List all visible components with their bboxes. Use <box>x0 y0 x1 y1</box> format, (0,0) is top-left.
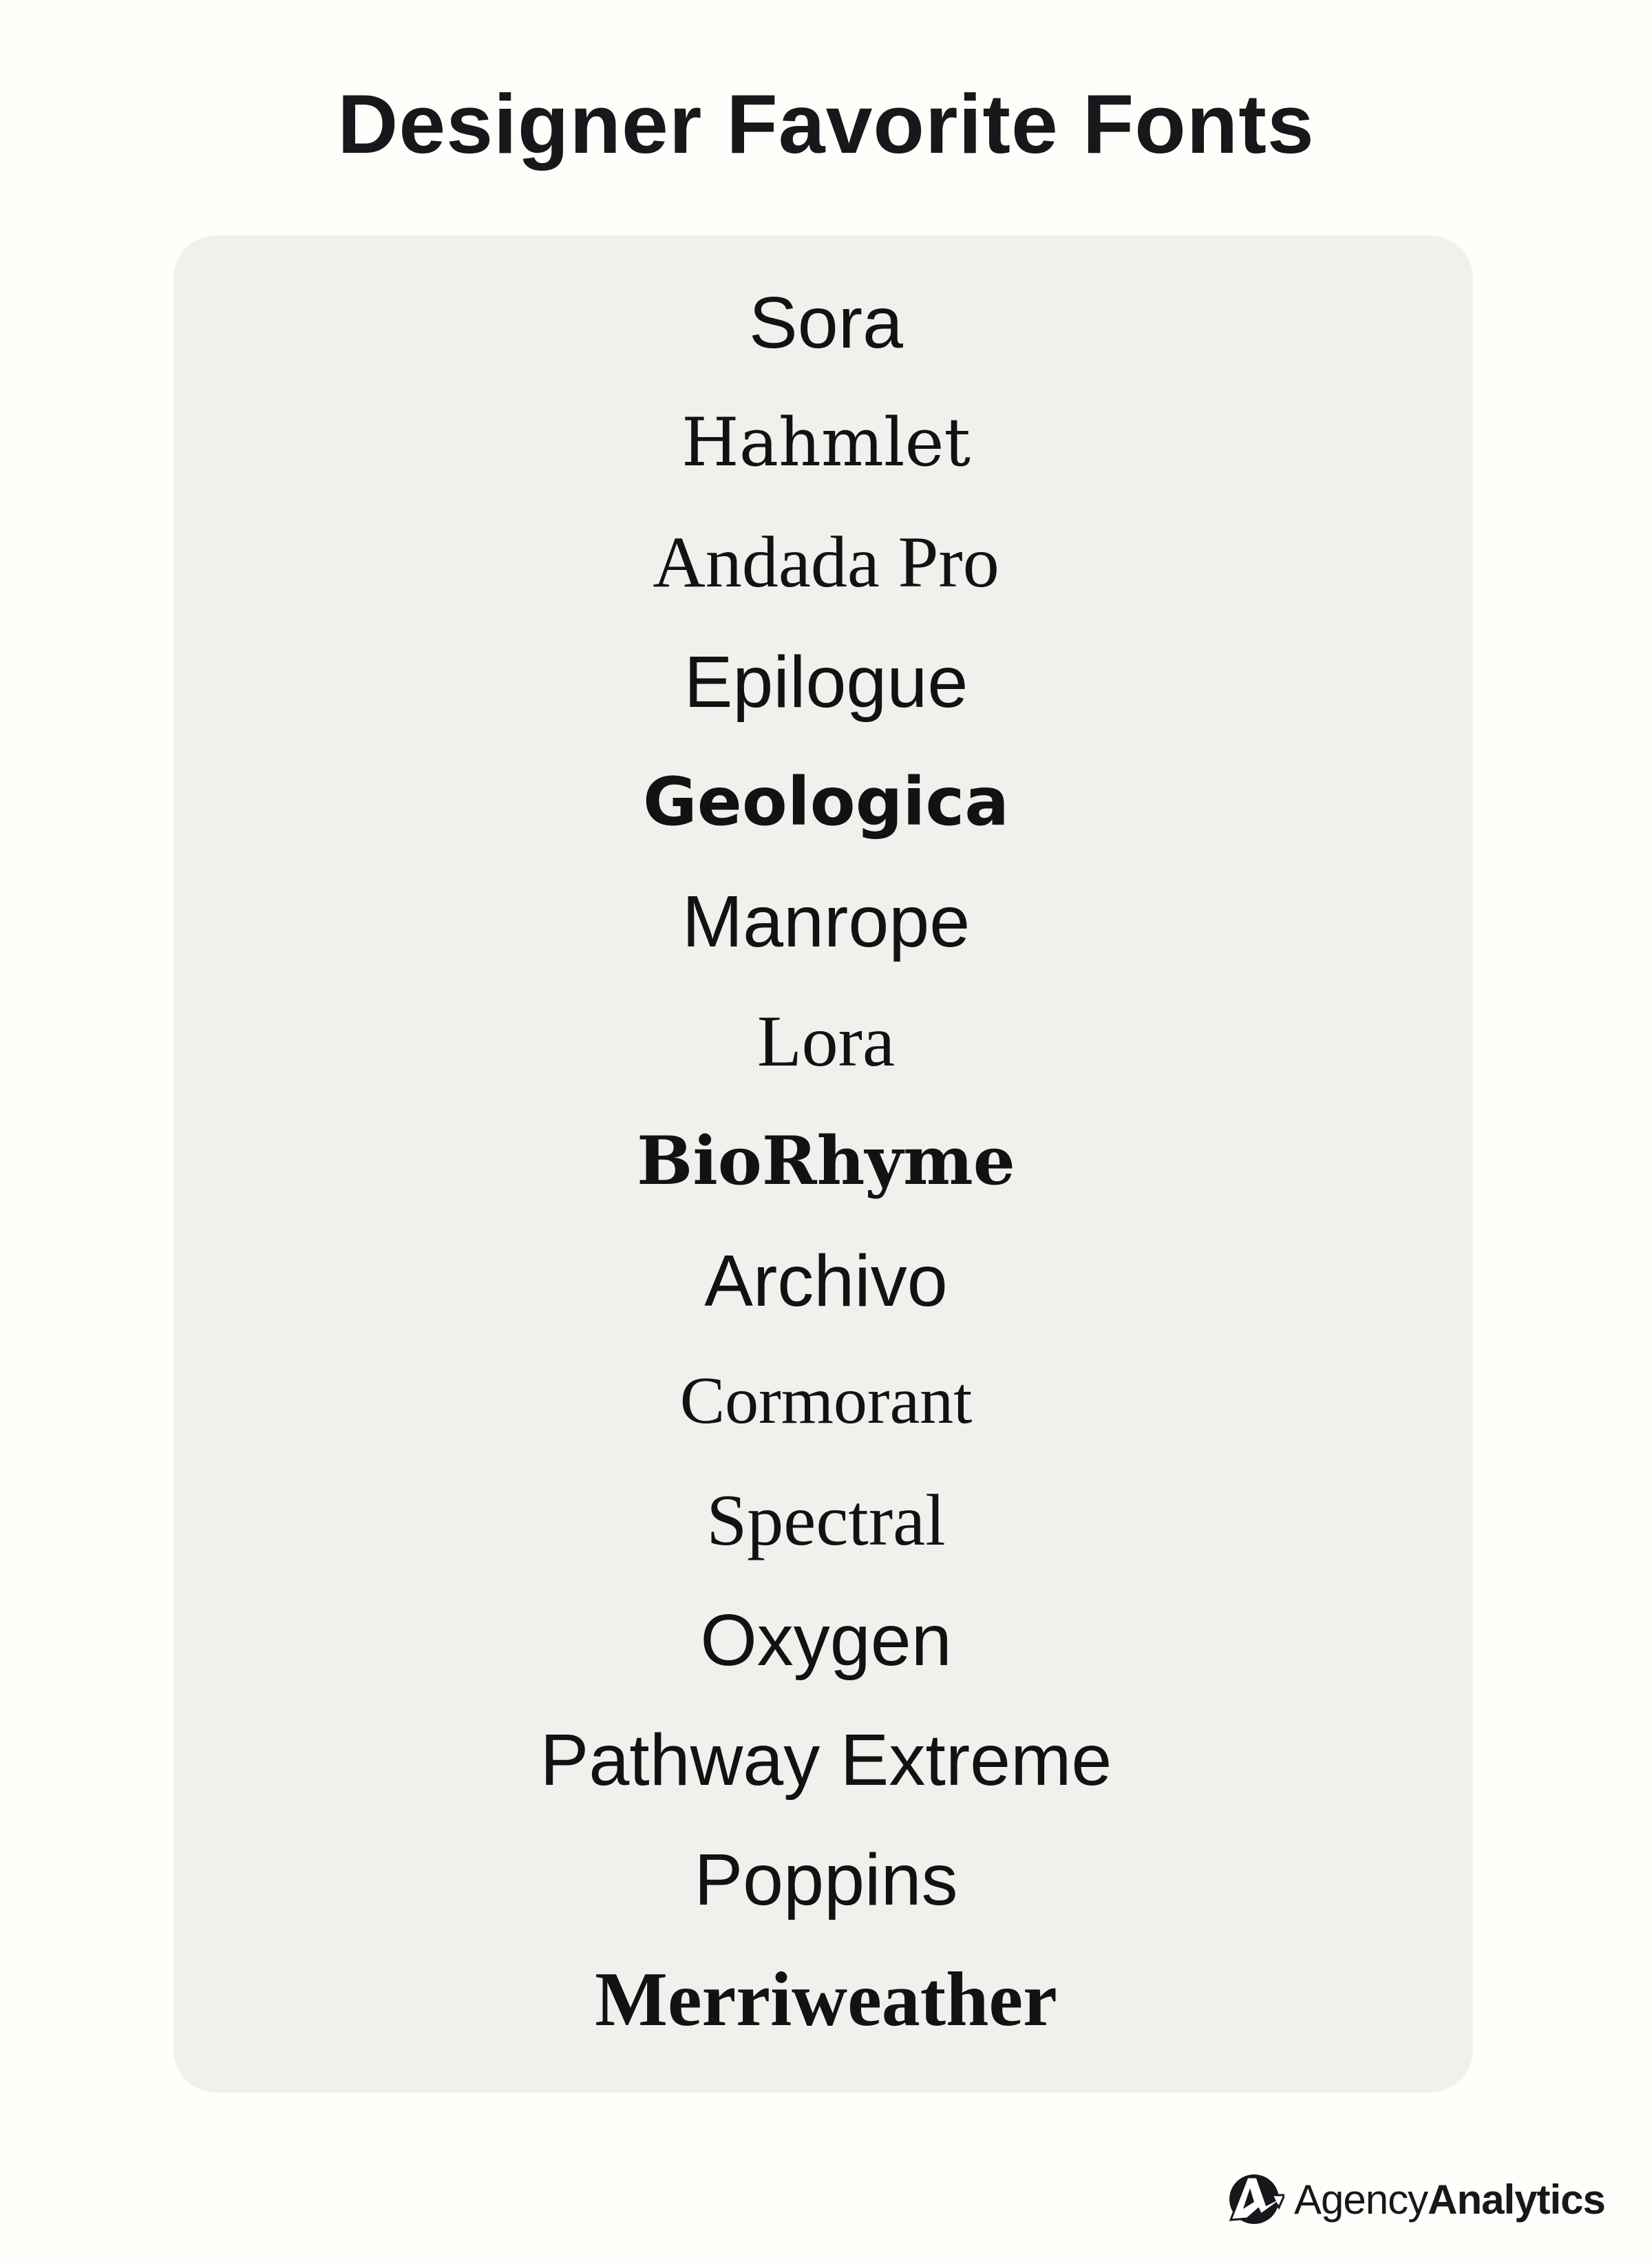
font-item-geologica: Geologica <box>642 763 1010 840</box>
font-item-epilogue: Epilogue <box>684 642 968 723</box>
font-item-oxygen: Oxygen <box>700 1600 952 1681</box>
font-list <box>0 263 1652 2059</box>
agency-analytics-logo <box>1227 2168 1605 2230</box>
font-item-merriweather: Merriweather <box>595 1957 1057 2042</box>
font-item-andada-pro: Andada Pro <box>653 522 999 602</box>
brand-name <box>1294 2176 1605 2223</box>
page-title: Designer Favorite Fonts <box>337 77 1315 171</box>
font-item-hahmlet: Hahmlet <box>681 404 971 481</box>
brand-name-part2: Analytics <box>1428 2176 1605 2223</box>
font-item-cormorant: Cormorant <box>679 1364 973 1438</box>
font-item-pathway-extreme: Pathway Extreme <box>540 1719 1112 1801</box>
font-item-spectral: Spectral <box>706 1480 946 1560</box>
font-item-archivo: Archivo <box>704 1240 948 1322</box>
font-item-lora: Lora <box>756 1001 896 1081</box>
brand-name-part1: Agency <box>1294 2176 1428 2223</box>
font-item-sora: Sora <box>749 282 903 363</box>
font-item-poppins: Poppins <box>694 1839 958 1920</box>
agency-analytics-logo-icon <box>1227 2170 1284 2228</box>
font-item-manrope: Manrope <box>681 881 971 962</box>
font-item-biorhyme: BioRhyme <box>637 1122 1015 1200</box>
